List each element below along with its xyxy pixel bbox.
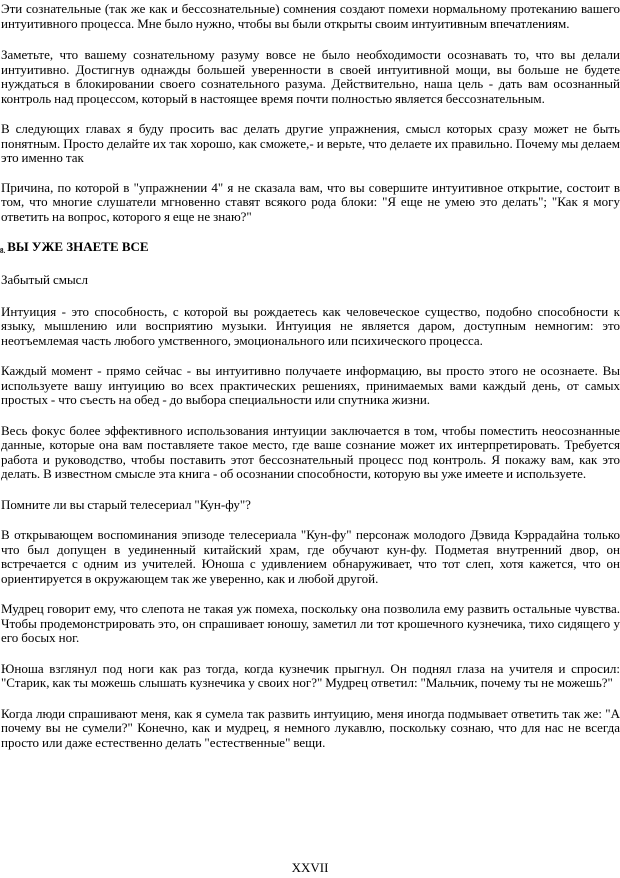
paragraph: Помните ли вы старый телесериал "Кун-фу"? xyxy=(1,496,251,512)
paragraph: Когда люди спрашивают меня, как я сумела так развить интуицию, меня иногда подмывает ответить так же: "А почему вы не сумели?" Конечно, как и мудрец, я немного лукавлю, поскольку сознаю, что для нас не всегда просто или даже естественно делать "естественные" вещи. xyxy=(1,705,620,750)
section-number: 8. xyxy=(0,247,6,255)
paragraph: Юноша взглянул под ноги как раз тогда, когда кузнечик прыгнул. Он поднял глаза на учителя и спросил: "Старик, как ты можешь слышать кузнечика у своих ног?" Мудрец ответил: "Мальчик, почему ты не можешь?" xyxy=(1,660,620,690)
paragraph: Мудрец говорит ему, что слепота не такая уж помеха, поскольку она позволила ему развить остальные чувства. Чтобы продемонстрировать это, он спрашивает юношу, заметил ли тот крошечного кузнечика, тихо сидящего у его босых ног. xyxy=(1,601,620,645)
paragraph: В открывающем воспоминания эпизоде телесериала "Кун-фу" персонаж молодого Дэвида Кэррадайна только что был допущен в уединенный китайский храм, где обучают кун-фу. Подметая внутренний двор, он встречается с одним из учителей. Юноша с удивлением обнаруживает, что тот слеп, хотя кажется, что он ориентируется в окружающем так же уверенно, как и любой другой. xyxy=(1,527,620,586)
section-heading xyxy=(0,239,620,259)
subheading: Забытый смысл xyxy=(1,272,88,287)
paragraph: Весь фокус более эффективного использования интуиции заключается в том, чтобы поместить неосознанные данные, которые она вам поставляете такое место, где ваше сознание может их интерпретировать. Требуется работа и руководство, чтобы поставить этот бессознательный процесс под контроль. Я покажу вам, как это делать. В известном смысле эта книга - об осознании способности, которую вы уже имеете и используете. xyxy=(1,422,620,481)
paragraph: Каждый момент - прямо сейчас - вы интуитивно получаете информацию, вы просто этого не осознаете. Вы используете вашу интуицию во всех практических решениях, принимаемых вами каждый день, от самых простых - что съесть на обед - до выбора специальности или спутника жизни. xyxy=(1,363,620,407)
paragraph: Интуиция - это способность, с которой вы рождаетесь как человеческое существо, подобно способности к языку, мышлению или восприятию музыки. Интуиция не является даром, доступным немногим: это неотъемлемая часть любого умственного, эмоционального или психического процесса. xyxy=(1,303,620,348)
paragraph: Заметьте, что вашему сознательному разуму вовсе не было необходимости осознавать то, что вы делали интуитивно. Достигнув однажды большей уверенности в своей интуитивной мощи, вы больше не будете нуждаться в блокировании своего сознательного разума. Действительно, наша цель - дать вам осознанный контроль над процессом, который в настоящее время почти полностью является бессознательным. xyxy=(1,47,620,106)
paragraph: Эти сознательные (так же как и бессознательные) сомнения создают помехи нормальному протеканию вашего интуитивного процесса. Мне было нужно, чтобы вы были открыты своим интуитивным впечатлениям. xyxy=(1,1,620,31)
paragraph: Причина, по которой в "упражнении 4" я не сказала вам, что вы совершите интуитивное открытие, состоит в том, что многие слушатели мгновенно ставят всякого рода блоки: "Я еще не умею это делать"; "Как я могу ответить на вопрос, которого я еще не знаю?" xyxy=(1,179,620,224)
page-number: XXVII xyxy=(291,860,329,875)
section-title: ВЫ УЖЕ ЗНАЕТЕ ВСЕ xyxy=(7,239,149,254)
paragraph: В следующих главах я буду просить вас делать другие упражнения, смысл которых сразу может не быть понятным. Просто делайте их так хорошо, как сможете,- и верьте, что делаете их правильно. Почему мы делаем это именно так xyxy=(1,121,620,165)
